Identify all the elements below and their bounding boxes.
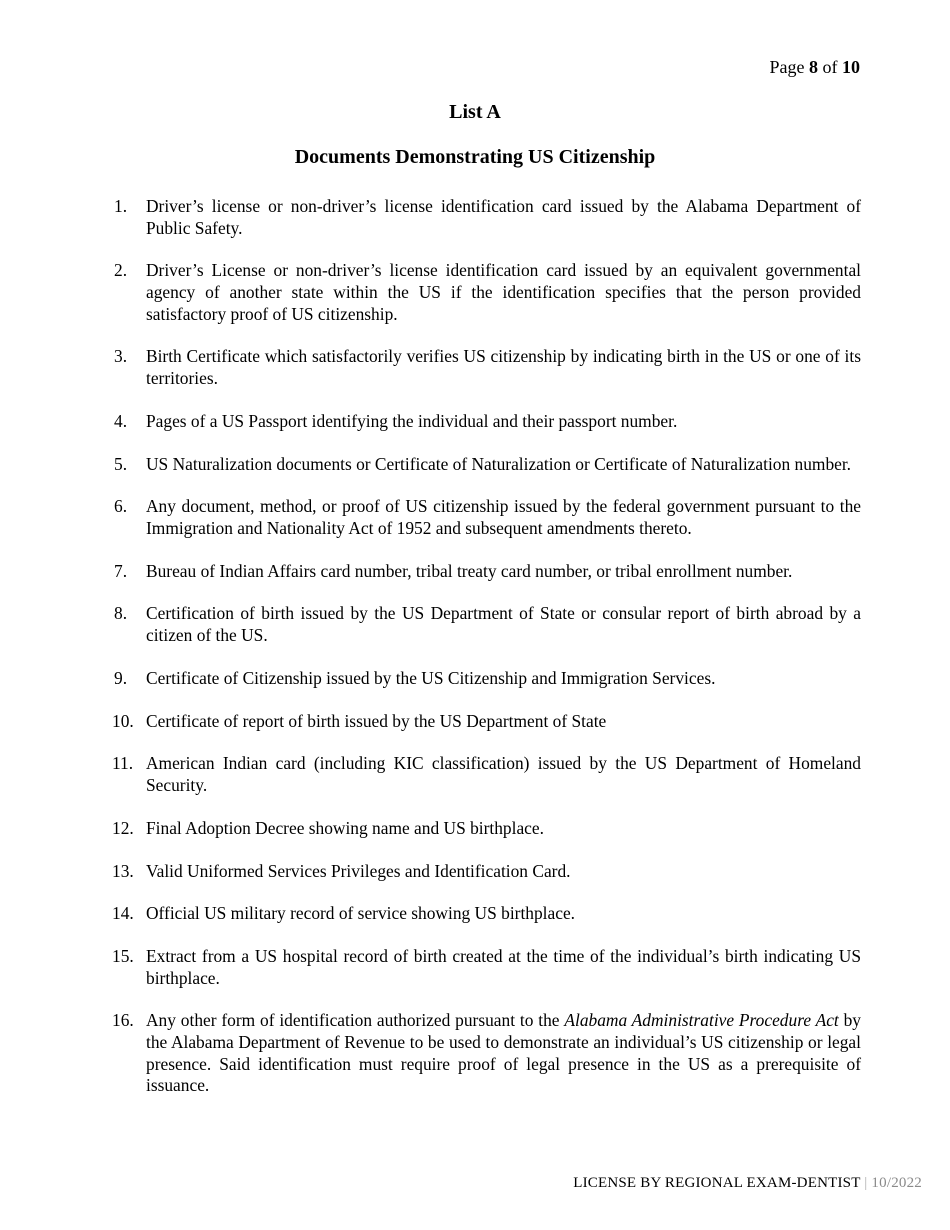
item-number: 5. bbox=[114, 453, 128, 474]
list-item bbox=[112, 1010, 861, 1096]
item-text: Extract from a US hospital record of birth created at the time of the individual’s birth indicating US birthplace. bbox=[146, 946, 861, 988]
item-number: 1. bbox=[114, 196, 128, 216]
list-item bbox=[112, 753, 861, 796]
list-item bbox=[112, 710, 861, 733]
item-text: Pages of a US Passport identifying the individual and their passport number. bbox=[146, 410, 678, 431]
item-text: Certificate of Citizenship issued by the US Citizenship and Immigration Services. bbox=[146, 667, 716, 688]
list-item bbox=[114, 346, 861, 389]
footer-separator: | bbox=[864, 1175, 868, 1191]
item-text: Any document, method, or proof of US citizenship issued by the federal government pursuant to the Immigration and Nationality Act of 1952 and subsequent amendments thereto. bbox=[146, 496, 861, 538]
item-number: 14. bbox=[112, 903, 134, 924]
item-number: 3. bbox=[114, 346, 128, 367]
item-text: Bureau of Indian Affairs card number, tribal treaty card number, or tribal enrollment number. bbox=[146, 560, 793, 581]
list-item bbox=[112, 946, 861, 989]
list-item bbox=[112, 903, 861, 925]
item-text-after: by the Alabama Department of Revenue to be used to demonstrate an individual’s US citizenship or legal presence. Said identification must require proof of legal presence in the US as a prerequisite of issuance. bbox=[146, 1010, 861, 1096]
item-number: 12. bbox=[112, 817, 134, 838]
item-text: Valid Uniformed Services Privileges and Identification Card. bbox=[146, 860, 571, 881]
act-title: Alabama Administrative Procedure Act bbox=[564, 1010, 839, 1031]
item-text: Driver’s license or non-driver’s license identification card issued by the Alabama Department of Public Safety. bbox=[146, 196, 861, 238]
footer-date: 10/2022 bbox=[871, 1175, 922, 1191]
footer-label: LICENSE BY REGIONAL EXAM-DENTIST bbox=[573, 1175, 861, 1191]
item-number: 13. bbox=[112, 860, 134, 881]
item-number: 8. bbox=[114, 603, 128, 624]
item-number: 15. bbox=[112, 946, 134, 967]
item-number: 16. bbox=[112, 1010, 134, 1031]
item-number: 10. bbox=[112, 710, 134, 731]
page-of: of bbox=[822, 57, 838, 77]
item-number: 11. bbox=[112, 753, 134, 774]
item-text: Certificate of report of birth issued by the US Department of State bbox=[146, 710, 607, 731]
item-text: Certification of birth issued by the US Department of State or consular report of birth abroad by a citizen of the US. bbox=[146, 603, 861, 646]
item-number: 7. bbox=[114, 560, 128, 581]
list-item bbox=[114, 496, 861, 539]
footer bbox=[573, 1175, 922, 1192]
list-item bbox=[114, 260, 861, 325]
item-text-before: Any other form of identification authorized pursuant to the bbox=[146, 1010, 565, 1031]
list-item bbox=[114, 603, 861, 646]
list-item bbox=[114, 560, 861, 583]
item-number: 4. bbox=[114, 410, 128, 431]
list-item bbox=[112, 860, 861, 883]
page-current: 8 bbox=[809, 57, 818, 77]
page-number bbox=[770, 57, 861, 78]
page-total: 10 bbox=[842, 57, 860, 77]
item-number: 9. bbox=[114, 667, 128, 688]
list-item bbox=[114, 667, 861, 690]
list-item bbox=[112, 817, 861, 840]
page-label: Page bbox=[769, 57, 805, 77]
list-item bbox=[114, 196, 861, 239]
item-text: American Indian card (including KIC classification) issued by the US Department of Homeland Security. bbox=[146, 753, 861, 795]
item-text: Official US military record of service showing US birthplace. bbox=[146, 903, 576, 924]
item-text: Driver’s License or non-driver’s license identification card issued by an equivalent governmental agency of another state within the US if the identification specifies that the person provided satisfactory proof of US citizenship. bbox=[146, 260, 861, 324]
list-item bbox=[114, 453, 861, 476]
item-number: 6. bbox=[114, 496, 128, 517]
list-item bbox=[114, 410, 861, 433]
item-text: Final Adoption Decree showing name and US birthplace. bbox=[146, 817, 544, 838]
list-subtitle: Documents Demonstrating US Citizenship bbox=[294, 146, 656, 168]
document-list bbox=[0, 196, 950, 1118]
item-text: US Naturalization documents or Certificate of Naturalization or Certificate of Naturalization number. bbox=[146, 453, 852, 474]
item-number: 2. bbox=[114, 260, 128, 281]
item-text: Birth Certificate which satisfactorily verifies US citizenship by indicating birth in the US or one of its territories. bbox=[146, 346, 861, 388]
list-title: List A bbox=[449, 101, 501, 123]
